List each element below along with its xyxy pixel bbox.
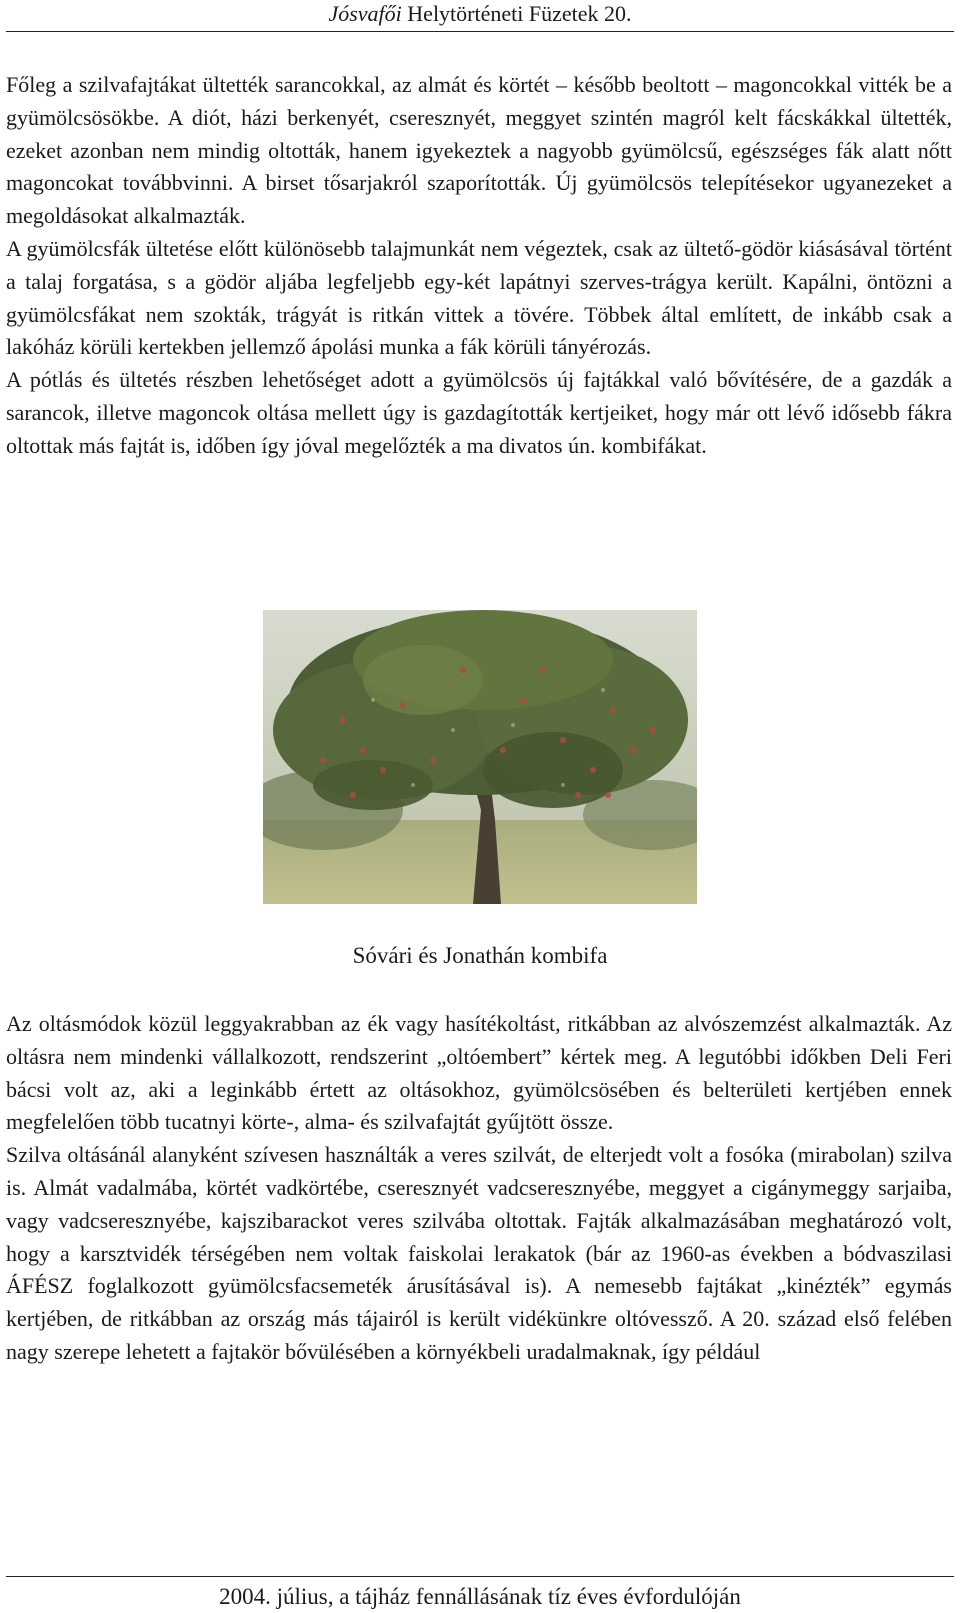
header-divider (6, 31, 954, 32)
header-title-italic: Jósvafői (328, 1, 402, 26)
paragraph: Az oltásmódok közül leggyakrabban az ék vagy hasítékoltást, ritkábban az alvószemzést alkalmazták. Az oltásra nem mindenki vállalkozott, rendszerint „oltóembert” kértek meg. A legutóbbi időkben Deli Feri bácsi volt az, aki a leginkább értett az oltásokhoz, gyümölcsösében és belterületi kertjében ennek megfelelően több tucatnyi körte-, alma- és szilvafajtát gyűjtött össze. (6, 1011, 952, 1135)
tree-photo-illustration (263, 610, 697, 904)
header-title-rest: Helytörténeti Füzetek 20. (401, 1, 632, 26)
tree-photo (263, 610, 697, 904)
paragraph: Szilva oltásánál alanyként szívesen használták a veres szilvát, de elterjedt volt a fosóka (mirabolan) szilva is. Almát vadalmába, körtét vadkörtébe, cseresznyét vadcseresznyébe, meggyet a cigánymeggy sarjaiba, vagy vadcseresznyébe, kajszibarackot veres szilvába oltottak. Fajták alkalmazásában meghatározó volt, hogy a karsztvidék térségében nem voltak faiskolai lerakatok (bár az 1960-as években a bódvaszilasi ÁFÉSZ foglalkozott gyümölcsfacsemeték árusításával is). A nemesebb fajtákat „kinézték” egymás kertjében, de ritkábban az ország más tájairól is került vidékünkre oltóvessző. A 20. század első felében nagy szerepe lehetett a fajtakör bővülésében a környékbeli uradalmaknak, így például (6, 1142, 952, 1364)
paragraph: Főleg a szilvafajtákat ültették sarancokkal, az almát és körtét – később beoltott – magoncokkal vitték be a gyümölcsösökbe. A diót, házi berkenyét, cseresznyét, meggyet szintén magról kelt fácskákkal ültették, ezeket azonban nem mindig oltották, hanem igyekeztek a nagyobb gyümölcsű, egészséges fák alatt nőtt magoncokat továbbvinni. A birset tősarjakról szaporították. Új gyümölcsös telepítésekor ugyanezeket a megoldásokat alkalmazták. (6, 72, 952, 229)
body-text-top (6, 69, 952, 463)
paragraph: A gyümölcsfák ültetése előtt különösebb talajmunkát nem végeztek, csak az ültető-gödör kiásásával történt a talaj forgatása, s a gödör aljába legfeljebb egy-két lapátnyi szerves-trágya került. Kapálni, öntözni a gyümölcsfákat nem szokták, trágyát is ritkán vittek a tövére. Többek által említett, de inkább csak a lakóház körüli kertekben jellemző ápolási munka a fák körüli tányérozás. (6, 235, 952, 360)
body-text-bottom (6, 1008, 952, 1369)
figure-caption: Sóvári és Jonathán kombifa (352, 943, 608, 968)
footer-divider (6, 1576, 954, 1577)
running-footer: 2004. július, a tájház fennállásának tíz éves évfordulóján (219, 1584, 741, 1609)
paragraph: A pótlás és ültetés részben lehetőséget adott a gyümölcsös új fajtákkal való bővítésére, de a gazdák a sarancok, illetve magoncok oltása mellett úgy is gazdagították kertjeiket, hogy már ott lévő idősebb fákra oltottak más fajtát is, időben így jóval megelőzték a ma divatos ún. kombifákat. (6, 367, 952, 458)
running-header (0, 0, 960, 28)
